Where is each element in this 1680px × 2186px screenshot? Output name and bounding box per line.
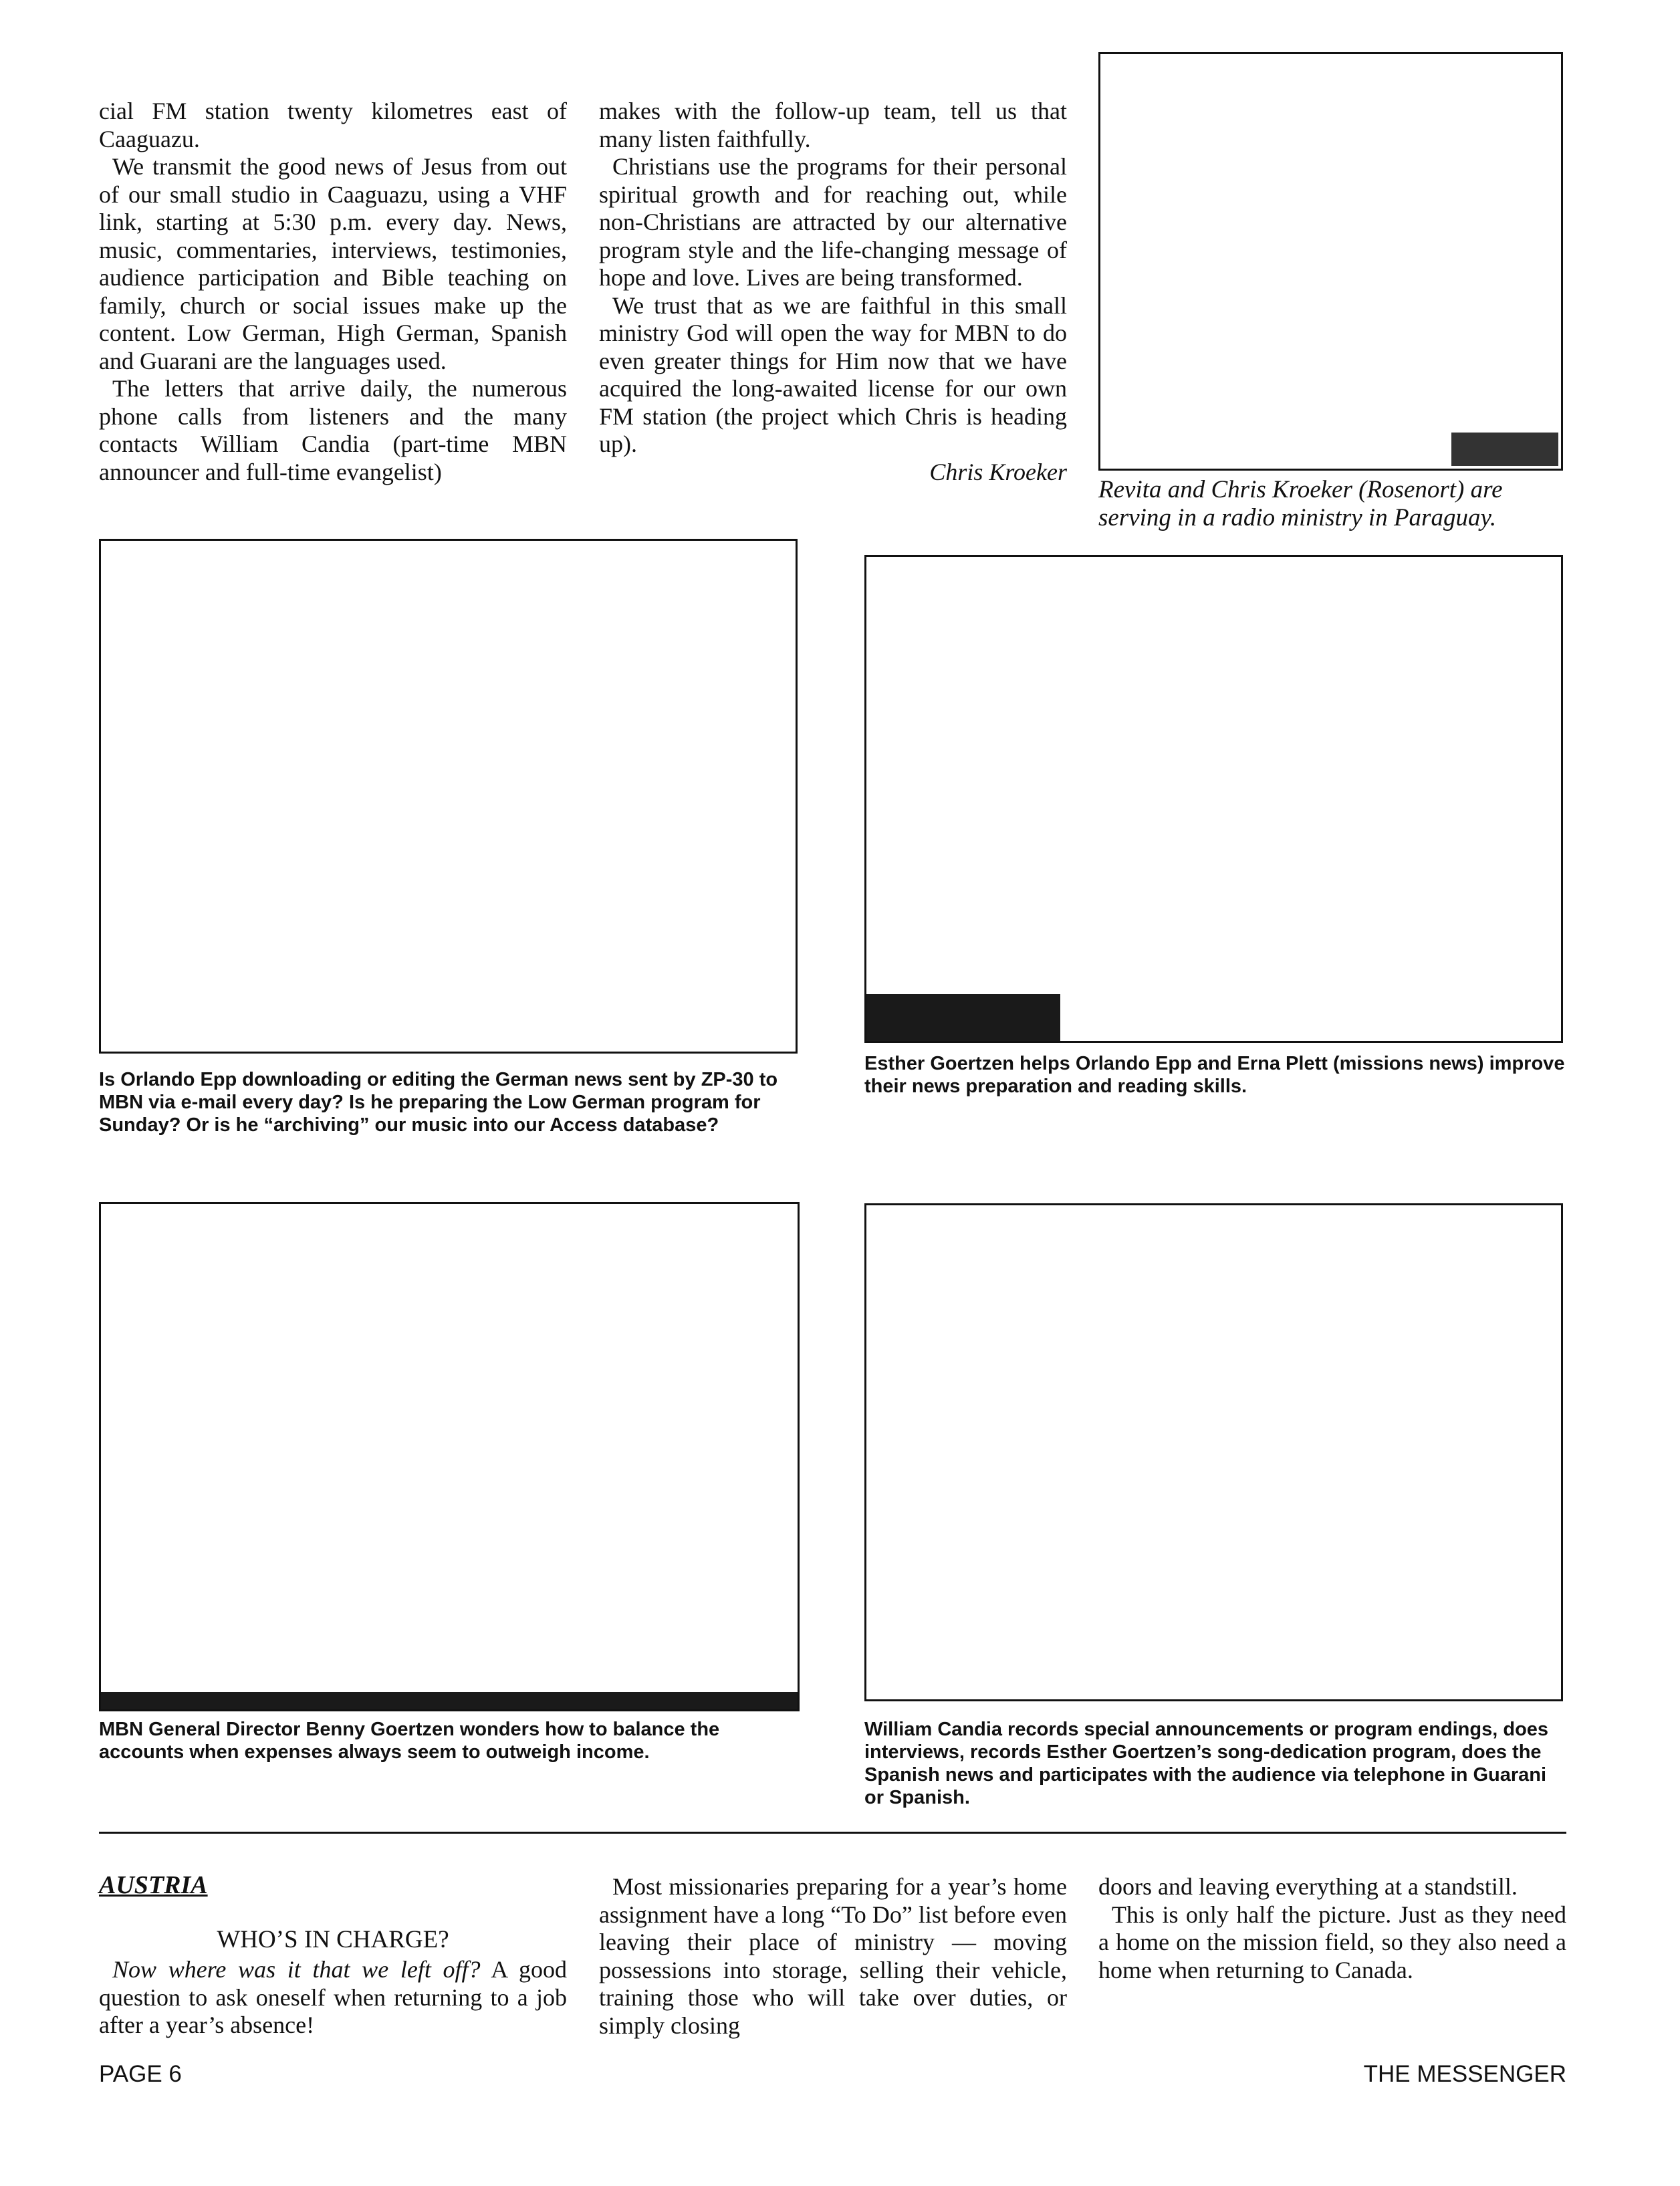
section-divider: [99, 1832, 1566, 1834]
photo-william-candia: [864, 1203, 1563, 1701]
paragraph: We trust that as we are faithful in this small ministry God will open the way for MBN to do even greater things for Him now that we have acquired the long-awaited license for our own FM station (the project which Chris is heading up).: [599, 291, 1067, 457]
caption-kroekers: Revita and Chris Kroeker (Rosenort) are serving in a radio ministry in Paraguay.: [1098, 476, 1503, 531]
caption-esther-goertzen: Esther Goertzen helps Orlando Epp and Erna Plett (missions news) improve their news preparation and reading skills.: [864, 1053, 1565, 1097]
author-signature: Chris Kroeker: [929, 458, 1067, 485]
paragraph: We transmit the good news of Jesus from out of our small studio in Caaguazu, using a VHF link, starting at 5:30 p.m. every day. News, music, commentaries, interviews, testimonies, audience participation and Bible teaching on family, church or social issues make up the content. Low German, High German, Spanish and Guarani are the languages used.: [99, 153, 567, 374]
article-heading: WHO’S IN CHARGE?: [217, 1926, 449, 1953]
lead-italic: Now where was it that we left off?: [112, 1956, 481, 1983]
paragraph: [99, 1956, 567, 2040]
photo-kroekers: [1098, 52, 1563, 471]
paragraph: The letters that arrive daily, the numerous phone calls from listeners and the many contacts William Candia (part-time MBN announcer and full-time evangelist): [99, 375, 567, 485]
austria-column-1: [99, 1956, 567, 2040]
photo-artifact: [1451, 433, 1558, 466]
paragraph: This is only half the picture. Just as they need a home on the mission field, so they also need a home when returning to Canada.: [1098, 1901, 1566, 1983]
paragraph: Most missionaries preparing for a year’s home assignment have a long “To Do” list before even leaving their place of ministry — moving possessions into storage, selling their vehicle, training those who will take over duties, or simply closing: [599, 1873, 1067, 2039]
austria-column-3: [1098, 1873, 1566, 1984]
caption-william-candia: William Candia records special announcements or program endings, does interviews, records Esther Goertzen’s song-dedication program, does the Spanish news and participates with the audience via telephone in Guarani or Spanish.: [864, 1719, 1549, 1808]
photo-benny-goertzen: [99, 1202, 800, 1711]
paragraph: cial FM station twenty kilometres east of Caaguazu.: [99, 98, 567, 152]
photo-artifact: [866, 994, 1060, 1041]
austria-column-2: [599, 1873, 1067, 2040]
caption-benny-goertzen: MBN General Director Benny Goertzen wonders how to balance the accounts when expenses always seem to outweigh income.: [99, 1719, 720, 1763]
article-column-1: [99, 98, 567, 486]
lead-rest: A good question to ask oneself when returning to a job after a year’s absence!: [99, 1956, 567, 2038]
paragraph: makes with the follow-up team, tell us that many listen faithfully.: [599, 98, 1067, 152]
article-column-2: [599, 98, 1067, 486]
photo-esther-goertzen: [864, 555, 1563, 1043]
paragraph: doors and leaving everything at a standstill.: [1098, 1873, 1518, 1900]
photo-artifact: [101, 1692, 798, 1709]
publication-name: THE MESSENGER: [1363, 2061, 1566, 2087]
section-label: AUSTRIA: [99, 1871, 208, 1899]
caption-orlando-epp: Is Orlando Epp downloading or editing the German news sent by ZP-30 to MBN via e-mail every day? Is he preparing the Low German program for Sunday? Or is he “archiving” our music into our Access database?: [99, 1069, 778, 1136]
photo-orlando-epp: [99, 539, 798, 1054]
page-number: PAGE 6: [99, 2061, 182, 2087]
paragraph: Christians use the programs for their personal spiritual growth and for reaching out, while non-Christians are attracted by our alternative program style and the life-changing message of hope and love. Lives are being transformed.: [599, 153, 1067, 291]
